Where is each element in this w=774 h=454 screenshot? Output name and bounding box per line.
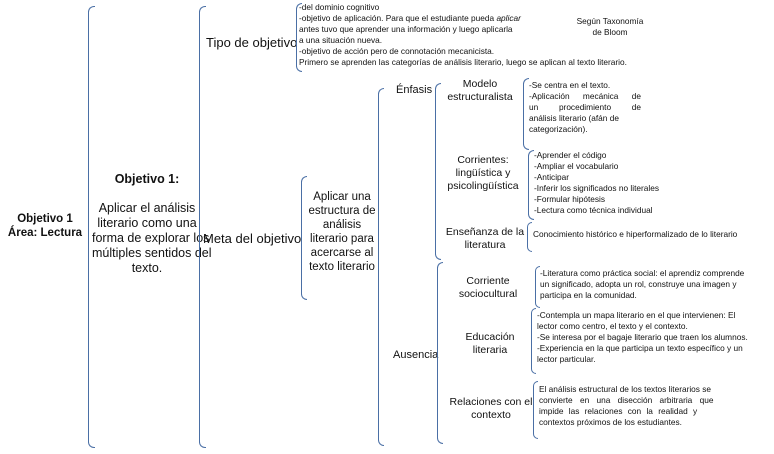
objective-line-2: literario como una <box>97 216 197 230</box>
root-line-1: Objetivo 1 <box>17 213 73 225</box>
enfasis-item-2-desc-line-3: -Anticipar <box>534 172 570 182</box>
meta-label: Meta del objetivo <box>203 231 302 246</box>
meta-line-1: Aplicar una <box>313 191 371 203</box>
ausencia-item-2-desc <box>537 310 773 365</box>
meta-line-6: texto literario <box>309 261 375 273</box>
ausencia-item-1-label-line-2: sociocultural <box>458 288 518 300</box>
ausencia-item-3-desc-line-2: convierte en una disección arbitraria que <box>539 395 714 405</box>
enfasis-label: Énfasis <box>396 84 433 96</box>
ausencia-item-3-desc-line-3: impide las relaciones con la realidad y <box>539 406 698 416</box>
tipo-line-4: a una situación nueva. <box>299 35 383 45</box>
root-title <box>6 212 84 240</box>
ausencia-item-3-desc-line-4: contextos próximos de los estudiantes. <box>539 417 682 427</box>
enfasis-item-1-label-line-2: estructuralista <box>447 91 513 103</box>
ausencia-item-2-desc-line-3: -Se interesa por el bagaje literario que traen los alumnos. <box>537 332 748 342</box>
tipo-line-2-italic: aplicar <box>496 13 521 23</box>
tipo-note-line-2: de Bloom <box>592 27 628 37</box>
tipo-note <box>560 16 660 38</box>
enfasis-item-1-label <box>434 78 526 104</box>
root-line-2: Área: Lectura <box>7 227 83 239</box>
ausencia-item-1-desc-line-1: -Literatura como práctica social: el aprendiz comprende <box>540 268 745 278</box>
enfasis-item-1-desc-line-4: análisis literario (afán de <box>529 113 619 123</box>
objective-line-5: texto. <box>131 261 163 275</box>
objective-line-1: Aplicar el análisis <box>98 201 196 215</box>
enfasis-item-1-desc-line-5: categorización). <box>529 124 588 134</box>
enfasis-item-3-label-line-2: literatura <box>464 239 506 251</box>
enfasis-item-2-desc <box>534 150 714 216</box>
ausencia-item-1-desc <box>540 268 772 301</box>
brace-ausencia-item-3 <box>533 381 538 439</box>
ausencia-item-1-desc-line-2: un significado, adopta un rol, construye una imagen y <box>540 279 737 289</box>
ausencia-item-3-label-line-1: Relaciones con el <box>449 396 533 408</box>
ausencia-item-2-label-line-2: literaria <box>472 344 508 356</box>
tipo-note-line-1: Según Taxonomía <box>576 16 644 26</box>
objective-line-3: forma de explorar los <box>92 231 210 245</box>
tipo-line-3: antes tuvo que aprender una información y luego aplicarla <box>299 24 513 34</box>
brace-enfasis-item-3 <box>527 222 532 252</box>
meta-line-4: literario para <box>310 233 374 245</box>
objective-block <box>92 172 212 276</box>
enfasis-item-3-desc-line-1: Conocimiento histórico e hiperformalizado de lo literario <box>533 229 738 239</box>
brace-ausencia <box>437 262 443 444</box>
ausencia-item-3-label <box>444 396 538 422</box>
enfasis-item-2-label-line-1: Corrientes: <box>457 154 509 166</box>
enfasis-item-2-desc-line-4: -Inferir los significados no literales <box>534 183 659 193</box>
enfasis-item-1-desc-line-3: un procedimiento de <box>529 102 641 112</box>
tipo-line-2-text: -objetivo de aplicación. Para que el estudiante pueda <box>299 13 495 23</box>
meta-description <box>304 190 380 274</box>
ausencia-item-2-label-line-1: Educación <box>465 331 515 343</box>
ausencia-item-2-desc-line-1: -Contempla un mapa literario en el que intervienen: El <box>537 310 736 320</box>
enfasis-item-2-desc-line-6: -Lectura como técnica individual <box>534 205 653 215</box>
enfasis-item-1-label-line-1: Modelo <box>462 78 498 90</box>
enfasis-item-2-label-line-3: psicolingüística <box>447 180 519 192</box>
enfasis-item-3-label <box>442 226 528 252</box>
tipo-line-5: -objetivo de acción pero de connotación mecanicista. <box>299 46 495 56</box>
ausencia-item-2-label <box>448 331 532 357</box>
ausencia-item-2-desc-line-4: -Experiencia en la que participa un texto específico y un <box>537 343 743 353</box>
enfasis-item-1-desc-line-1: -Se centra en el texto. <box>529 80 611 90</box>
ausencia-item-2-desc-line-2: lector como centro, el texto y el contexto. <box>537 321 688 331</box>
enfasis-item-1-desc <box>529 80 641 135</box>
tipo-line-1: -del dominio cognitivo <box>299 2 380 12</box>
meta-line-2: estructura de <box>308 205 376 217</box>
enfasis-item-2-desc-line-2: -Ampliar el vocabulario <box>534 161 619 171</box>
ausencia-item-1-desc-line-3: participa en la comunidad. <box>540 290 637 300</box>
enfasis-item-2-label-line-2: lingüística y <box>455 167 511 179</box>
enfasis-item-3-desc <box>533 229 773 240</box>
ausencia-item-3-label-line-2: contexto <box>471 409 511 421</box>
ausencia-item-3-desc-line-1: El análisis estructural de los textos literarios se <box>539 384 712 394</box>
enfasis-item-2-desc-line-5: -Formular hipótesis <box>534 194 606 204</box>
meta-line-5: acercarse al <box>310 247 374 259</box>
ausencia-label: Ausencia <box>393 349 439 361</box>
enfasis-item-1-desc-line-2: -Aplicación mecánica de <box>529 91 641 101</box>
enfasis-item-3-label-line-1: Enseñanza de la <box>445 226 525 238</box>
tipo-line-6: Primero se aprenden las categorías de análisis literario, luego se aplican al texto literario. <box>299 57 627 67</box>
enfasis-item-2-label <box>436 154 530 193</box>
brace-ausencia-item-2 <box>531 308 536 374</box>
enfasis-item-2-desc-line-1: -Aprender el código <box>534 150 607 160</box>
tipo-label: Tipo de objetivo <box>206 35 298 50</box>
brace-meta-sub <box>378 88 384 446</box>
ausencia-item-2-desc-line-5: lector particular. <box>537 354 596 364</box>
brace-objective <box>199 6 206 448</box>
objective-title: Objetivo 1: <box>114 172 180 186</box>
ausencia-item-1-label-line-1: Corriente <box>466 275 510 287</box>
meta-line-3: análisis <box>322 219 362 231</box>
ausencia-item-3-desc <box>539 384 739 428</box>
objective-line-4: múltiples sentidos del <box>92 246 212 260</box>
ausencia-item-1-label <box>444 275 532 301</box>
